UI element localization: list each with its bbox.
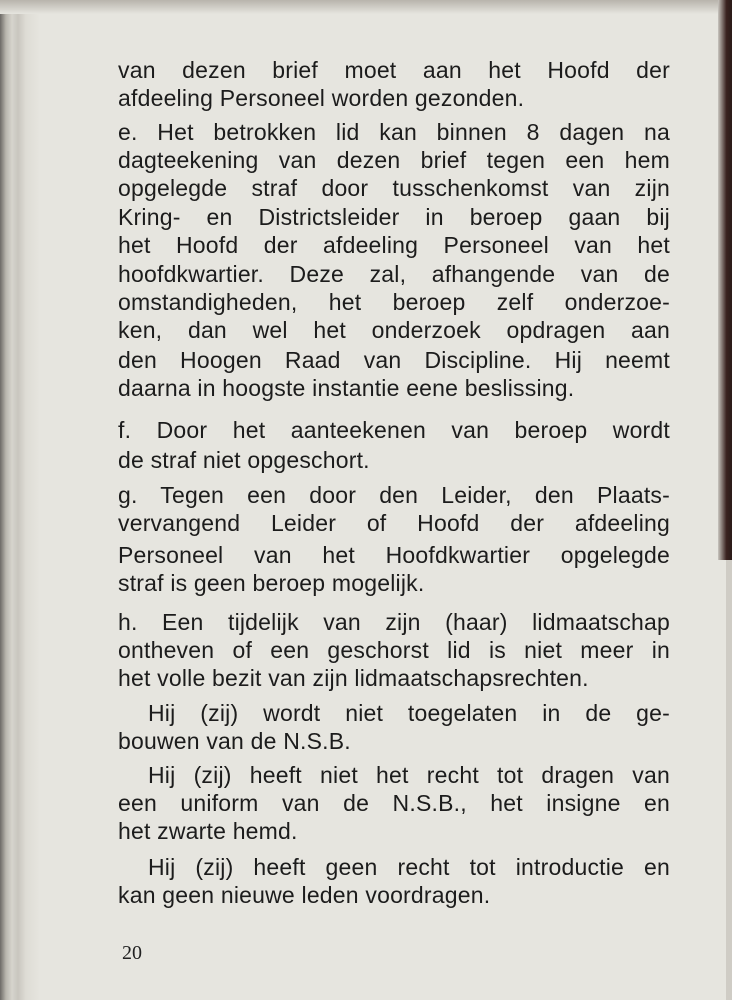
text-line: de straf niet opgeschort. <box>118 447 370 473</box>
text-line: hoofdkwartier. Deze zal, afhangende van de <box>118 261 670 287</box>
text-line: een uniform van de N.S.B., het insigne en <box>118 790 670 816</box>
text-line: daarna in hoogste instantie eene beslissing. <box>118 375 575 401</box>
text-line: dagteekening van dezen brief tegen een hem <box>118 147 670 173</box>
text-line: Hij (zij) wordt niet toegelaten in de ge- <box>148 700 670 726</box>
text-line: g. Tegen een door den Leider, den Plaats- <box>118 482 670 508</box>
text-line: Hij (zij) heeft niet het recht tot dragen van <box>148 762 670 788</box>
text-line: het volle bezit van zijn lidmaatschapsrechten. <box>118 665 589 691</box>
text-line: h. Een tijdelijk van zijn (haar) lidmaatschap <box>118 609 670 635</box>
text-line: opgelegde straf door tusschenkomst van zijn <box>118 175 670 201</box>
text-line: vervangend Leider of Hoofd der afdeeling <box>118 510 670 536</box>
text-line: f. Door het aanteekenen van beroep wordt <box>118 417 670 443</box>
text-line: omstandigheden, het beroep zelf onderzoe- <box>118 289 670 315</box>
text-line: e. Het betrokken lid kan binnen 8 dagen na <box>118 119 670 145</box>
facing-page-edge <box>718 0 732 560</box>
text-line: Kring- en Districtsleider in beroep gaan bij <box>118 204 670 230</box>
text-line: den Hoogen Raad van Discipline. Hij neemt <box>118 347 670 373</box>
text-line: kan geen nieuwe leden voordragen. <box>118 882 491 908</box>
text-line: ontheven of een geschorst lid is niet meer in <box>118 637 670 663</box>
text-line: Hij (zij) heeft geen recht tot introductie en <box>148 854 670 880</box>
text-line: bouwen van de N.S.B. <box>118 728 351 754</box>
book-page-edges <box>0 0 40 1000</box>
text-line: straf is geen beroep mogelijk. <box>118 570 425 596</box>
text-line: afdeeling Personeel worden gezonden. <box>118 85 525 111</box>
text-line: het zwarte hemd. <box>118 818 298 844</box>
text-line: het Hoofd der afdeeling Personeel van het <box>118 232 670 258</box>
page-number: 20 <box>122 942 142 964</box>
facing-page-edge-lower <box>726 560 732 1000</box>
text-line: Personeel van het Hoofdkwartier opgelegde <box>118 542 670 568</box>
page-top-shadow <box>0 0 732 14</box>
text-line: ken, dan wel het onderzoek opdragen aan <box>118 317 670 343</box>
text-line: van dezen brief moet aan het Hoofd der <box>118 57 670 83</box>
